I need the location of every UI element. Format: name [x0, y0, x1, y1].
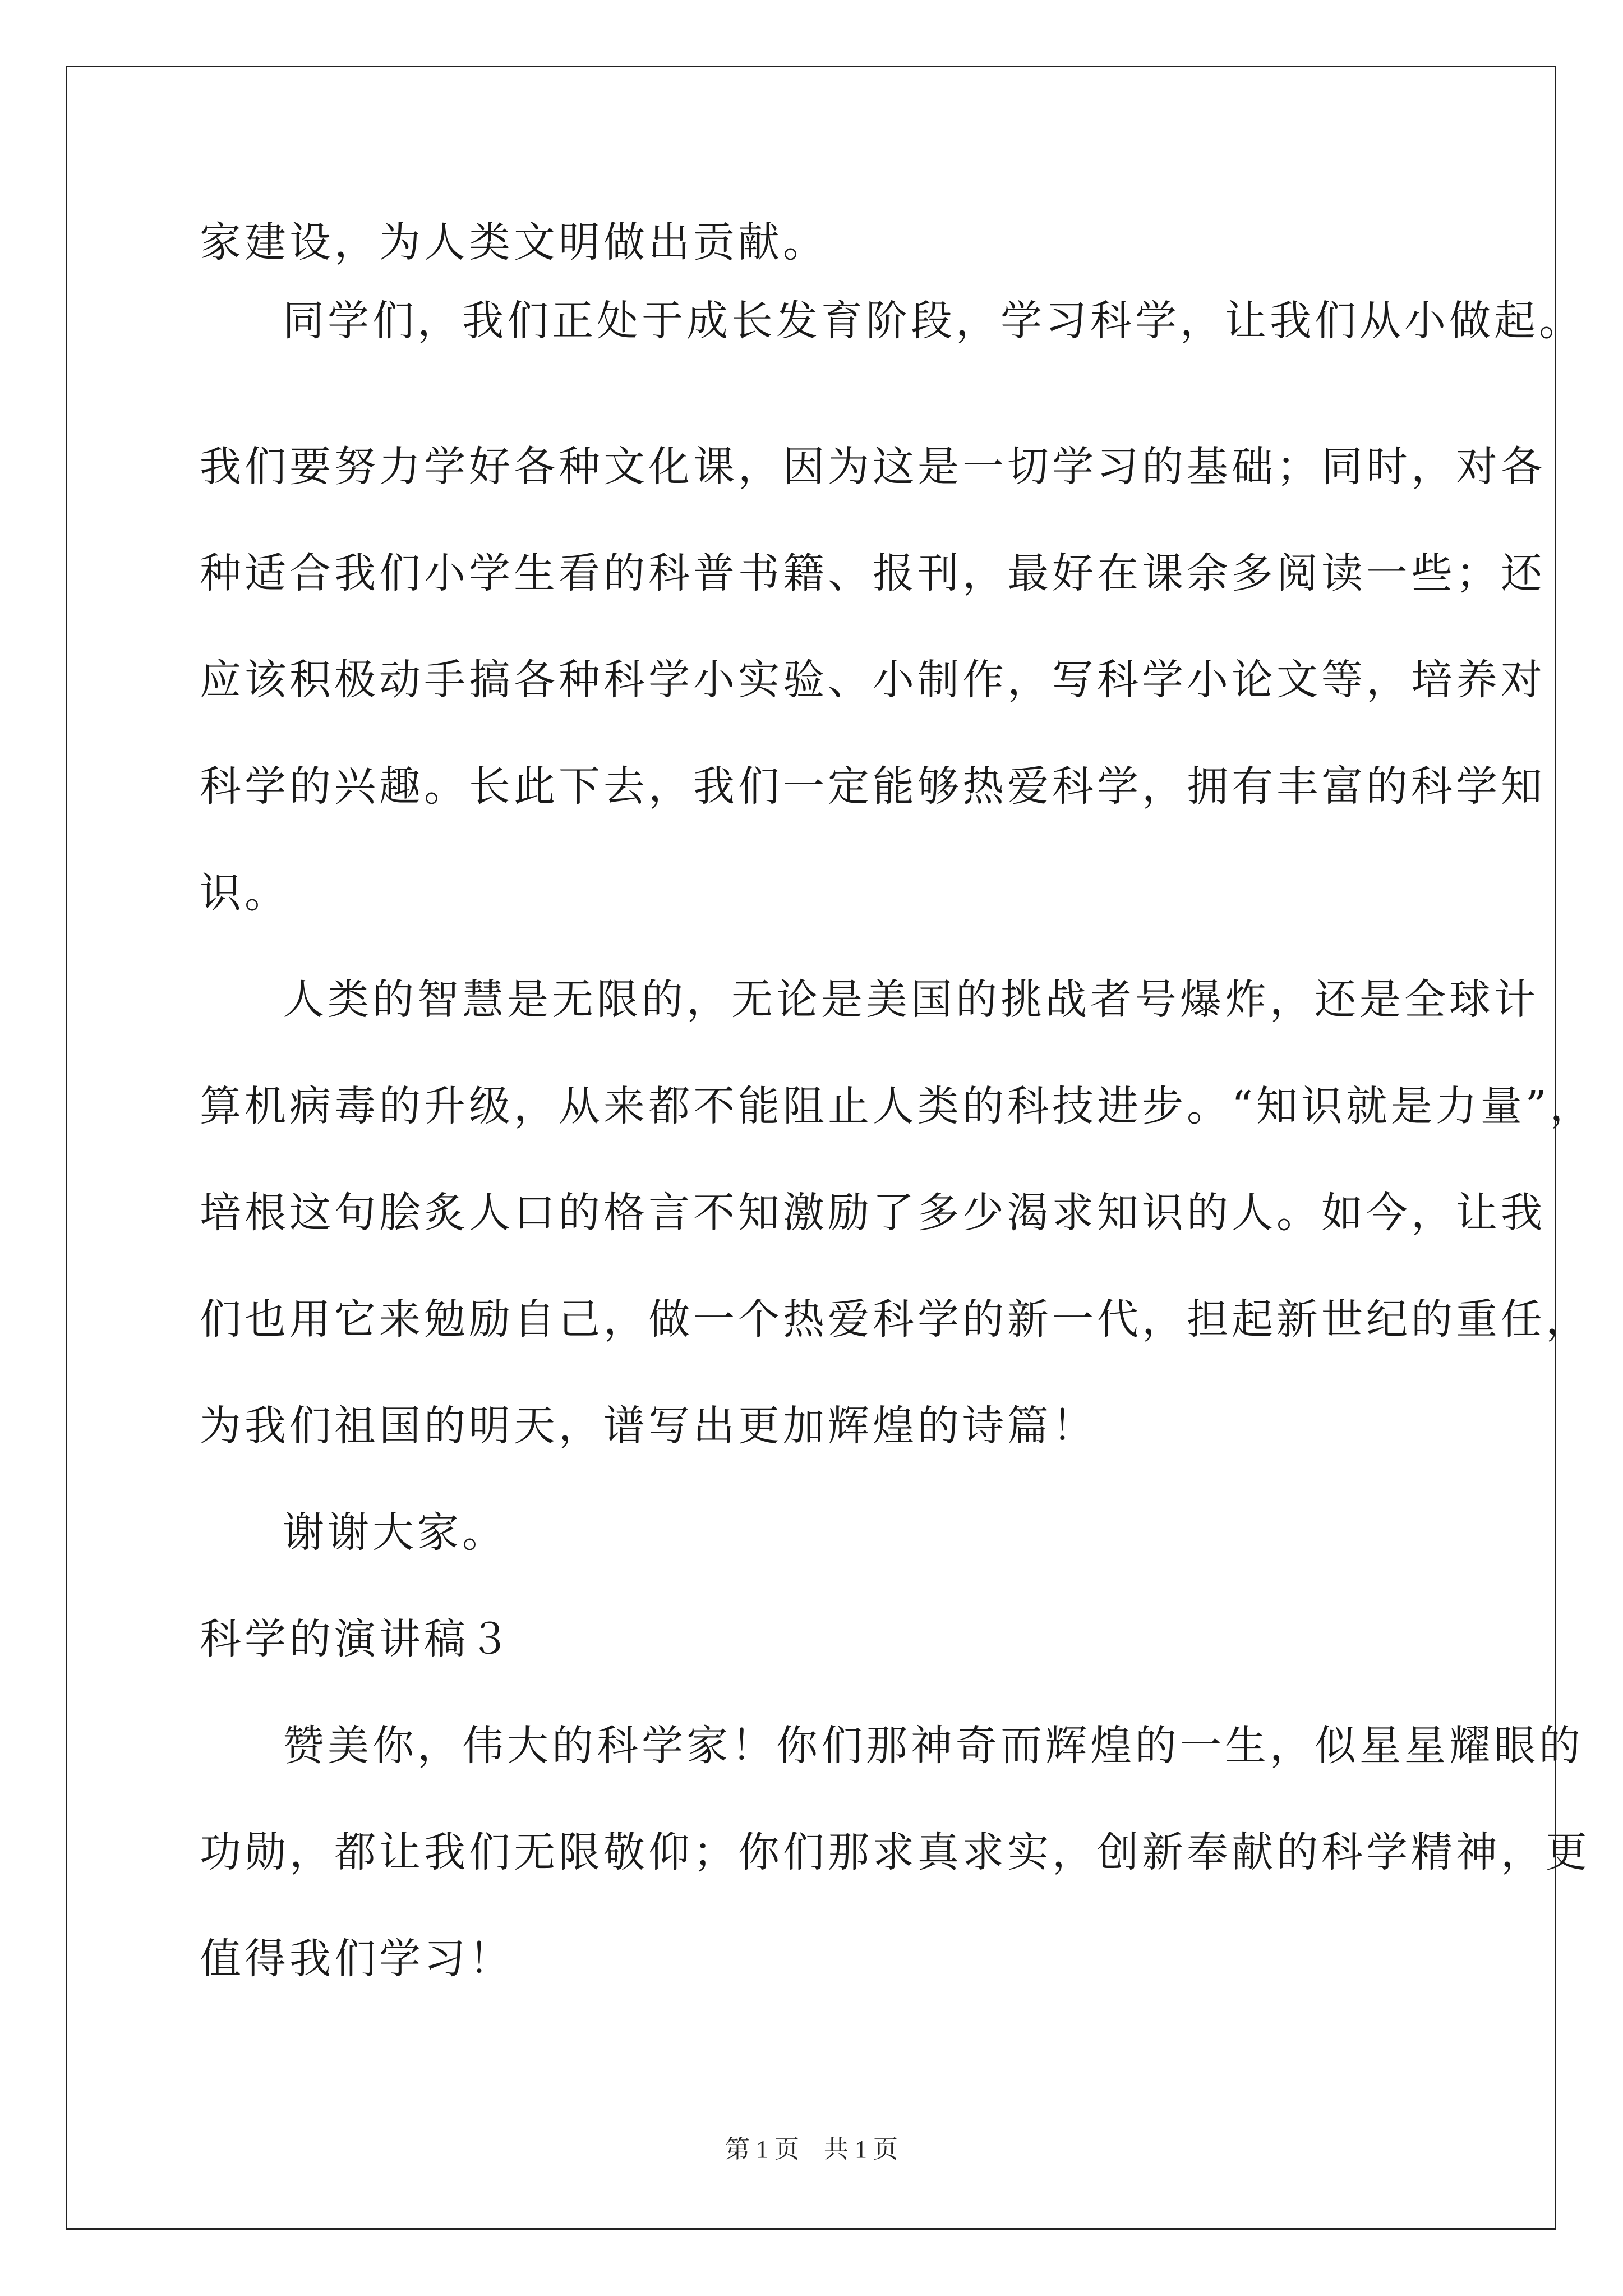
paragraph-line: 家建设，为人类文明做出贡献。 — [200, 218, 828, 266]
page-border — [66, 66, 1556, 2230]
paragraph-line: 赞美你，伟大的科学家！你们那神奇而辉煌的一生，似星星耀眼的 — [283, 1722, 1584, 1770]
paragraph-line: 我们要努力学好各种文化课，因为这是一切学习的基础；同时，对各 — [200, 443, 1546, 491]
paragraph-line: 为我们祖国的明天，谱写出更加辉煌的诗篇！ — [200, 1402, 1097, 1450]
paragraph-line: 识。 — [200, 869, 289, 917]
paragraph-line: 人类的智慧是无限的，无论是美国的挑战者号爆炸，还是全球计 — [283, 976, 1539, 1024]
paragraph-line: 值得我们学习！ — [200, 1935, 514, 1983]
paragraph-line: 同学们，我们正处于成长发育阶段，学习科学，让我们从小做起。 — [283, 297, 1584, 345]
paragraph-line: 培根这句脍炙人口的格言不知激励了多少渴求知识的人。如今，让我 — [200, 1189, 1546, 1237]
paragraph-line: 种适合我们小学生看的科普书籍、报刊，最好在课余多阅读一些；还 — [200, 549, 1546, 597]
paragraph-line: 功勋，都让我们无限敬仰；你们那求真求实，创新奉献的科学精神，更 — [200, 1828, 1590, 1876]
paragraph-line: 应该积极动手搞各种科学小实验、小制作，写科学小论文等，培养对 — [200, 656, 1546, 704]
paragraph-line: 科学的兴趣。长此下去，我们一定能够热爱科学，拥有丰富的科学知 — [200, 762, 1546, 811]
page-footer: 第 1 页 共 1 页 — [725, 2136, 898, 2163]
paragraph-line: 谢谢大家。 — [283, 1508, 507, 1557]
paragraph-line: 算机病毒的升级，从来都不能阻止人类的科技进步。“知识就是力量”， — [200, 1082, 1595, 1130]
paragraph-line: 们也用它来勉励自己，做一个热爱科学的新一代，担起新世纪的重任， — [200, 1295, 1590, 1343]
section-heading: 科学的演讲稿３ — [200, 1615, 514, 1663]
